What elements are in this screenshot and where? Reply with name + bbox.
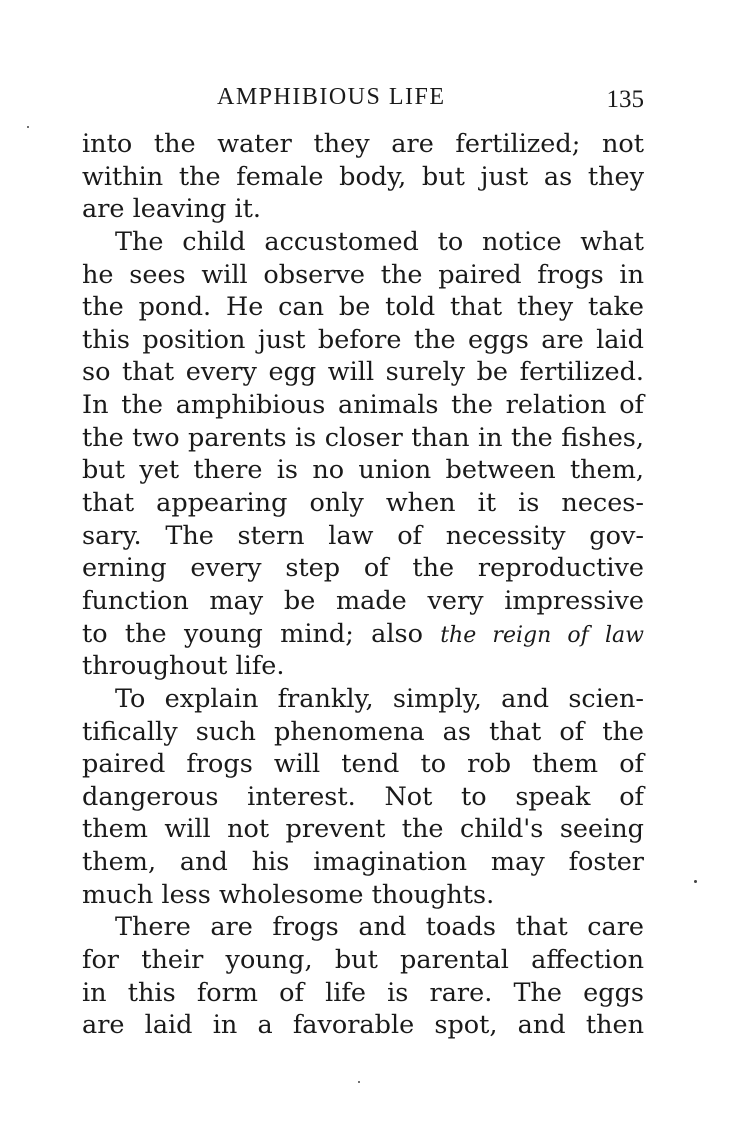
text-line: sary. The stern law of necessity gov- bbox=[82, 520, 644, 551]
text-line: erning every step of the reproductive bbox=[82, 553, 644, 584]
text-line: he sees will observe the paired frogs in bbox=[82, 259, 644, 290]
text-line: this position just before the eggs are laid bbox=[82, 324, 644, 355]
text-line: are laid in a favorable spot, and then bbox=[82, 1010, 644, 1041]
text-line: in this form of life is rare. The eggs bbox=[82, 977, 644, 1008]
text-line: but yet there is no union between them, bbox=[82, 455, 644, 486]
text-line: There are frogs and toads that care bbox=[115, 912, 644, 943]
paragraph bbox=[82, 911, 644, 1042]
text-line: The child accustomed to notice what bbox=[115, 226, 644, 257]
running-title: AMPHIBIOUS LIFE bbox=[217, 84, 446, 110]
text-line: into the water they are fertilized; not bbox=[82, 129, 644, 159]
text-line: them will not prevent the child's seeing bbox=[82, 814, 644, 845]
text-line: tifically such phenomena as that of the bbox=[82, 716, 644, 747]
text-line: for their young, but parental affection bbox=[82, 945, 644, 976]
text-line-with-emphasis bbox=[82, 618, 644, 651]
text-line: within the female body, but just as they bbox=[82, 161, 644, 192]
text-segment: to the young mind; also bbox=[82, 618, 441, 649]
print-speck bbox=[358, 1081, 360, 1083]
paragraph bbox=[82, 128, 644, 226]
text-line: the two parents is closer than in the fishes, bbox=[82, 422, 644, 453]
text-line: so that every egg will surely be fertilized. bbox=[82, 357, 644, 388]
print-speck bbox=[27, 126, 29, 128]
text-line: them, and his imagination may foster bbox=[82, 847, 644, 878]
text-line: throughout life. bbox=[82, 651, 285, 682]
text-line: function may be made very impressive bbox=[82, 585, 644, 616]
paragraph bbox=[82, 226, 644, 683]
paragraph bbox=[82, 683, 644, 911]
body-text bbox=[82, 128, 644, 1042]
running-header bbox=[82, 82, 644, 116]
text-line: To explain frankly, simply, and scien- bbox=[115, 683, 644, 714]
text-line: that appearing only when it is neces- bbox=[82, 488, 644, 519]
italic-phrase: the reign of law bbox=[440, 622, 644, 648]
page-number: 135 bbox=[606, 86, 644, 113]
text-line: In the amphibious animals the relation of bbox=[82, 390, 644, 421]
text-line: are leaving it. bbox=[82, 194, 261, 225]
print-speck bbox=[694, 880, 697, 883]
text-line: the pond. He can be told that they take bbox=[82, 292, 644, 323]
text-line: paired frogs will tend to rob them of bbox=[82, 749, 644, 780]
text-line: dangerous interest. Not to speak of bbox=[82, 781, 644, 812]
text-line: much less wholesome thoughts. bbox=[82, 879, 495, 910]
